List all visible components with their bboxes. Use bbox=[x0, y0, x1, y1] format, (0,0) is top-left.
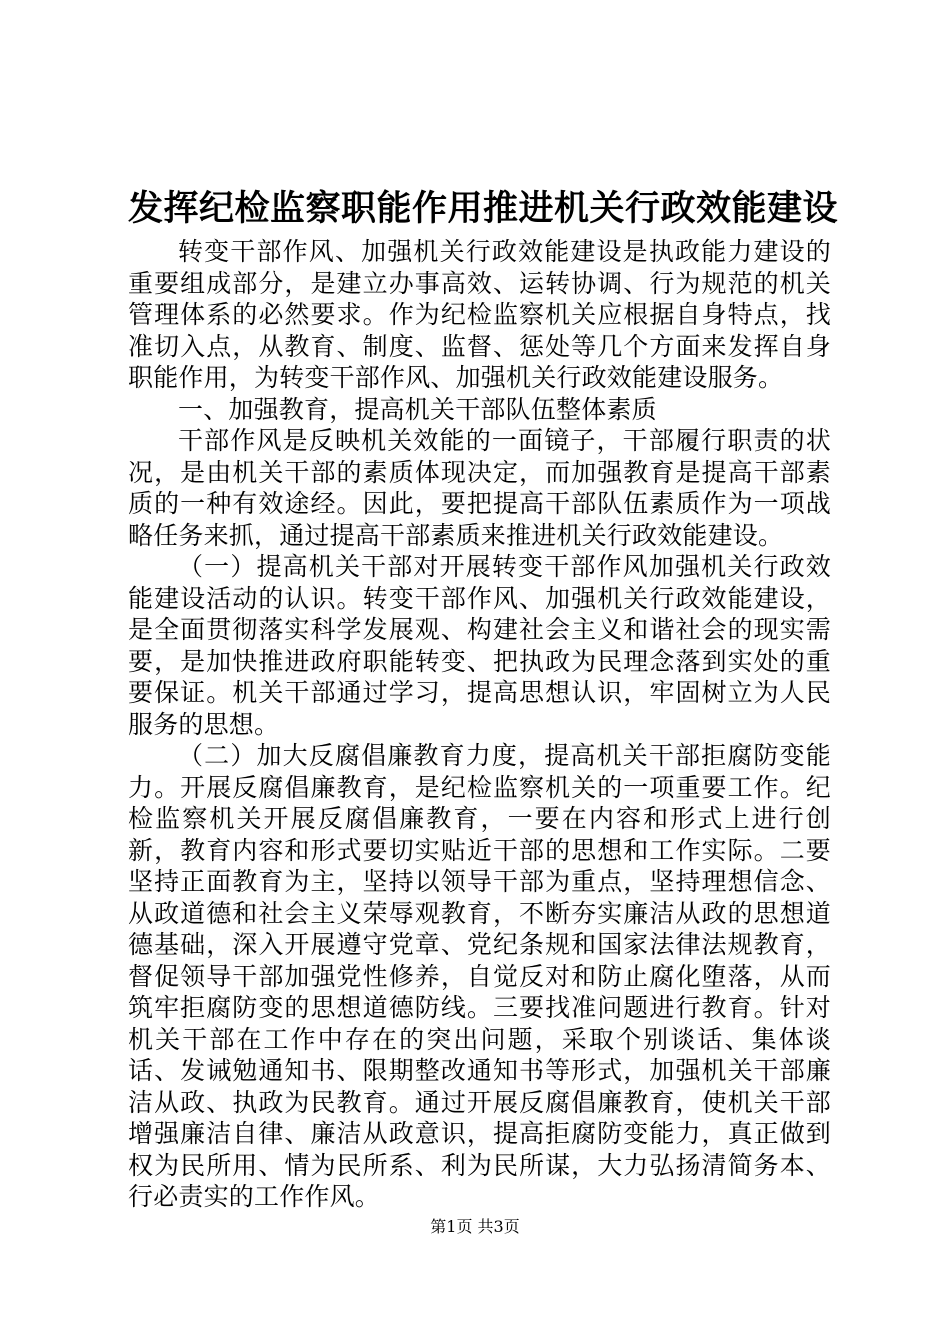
paragraph-subsection-1: （一）提高机关干部对开展转变干部作风加强机关行政效能建设活动的认识。转变干部作风、加强机关行政效能建设，是全面贯彻落实科学发展观、构建社会主义和谐社会的现实需要，是加快推进政府职能转变、把执政为民理念落到实处的重要保证。机关干部通过学习，提高思想认识，牢固树立为人民服务的思想。 bbox=[128, 552, 831, 739]
paragraph-intro: 转变干部作风、加强机关行政效能建设是执政能力建设的重要组成部分，是建立办事高效、运转协调、行为规范的机关管理体系的必然要求。作为纪检监察机关应根据自身特点，找准切入点，从教育、制度、监督、惩处等几个方面来发挥自身职能作用，为转变干部作风、加强机关行政效能建设服务。 bbox=[128, 237, 831, 392]
paragraph-section-1: 干部作风是反映机关效能的一面镜子，干部履行职责的状况，是由机关干部的素质体现决定，而加强教育是提高干部素质的一种有效途经。因此，要把提高干部队伍素质作为一项战略任务来抓，通过提高干部素质来推进机关行政效能建设。 bbox=[128, 426, 831, 550]
section-heading-1: 一、加强教育，提高机关干部队伍整体素质 bbox=[178, 394, 657, 424]
page-number-footer: 第1页 共3页 bbox=[430, 1217, 520, 1236]
paragraph-subsection-2: （二）加大反腐倡廉教育力度，提高机关干部拒腐防变能力。开展反腐倡廉教育，是纪检监察机关的一项重要工作。纪检监察机关开展反腐倡廉教育，一要在内容和形式上进行创新，教育内容和形式要切实贴近干部的思想和工作实际。二要坚持正面教育为主，坚持以领导干部为重点，坚持理想信念、从政道德和社会主义荣辱观教育，不断夯实廉洁从政的思想道德基础，深入开展遵守党章、党纪条规和国家法律法规教育，督促领导干部加强党性修养，自觉反对和防止腐化堕落，从而筑牢拒腐防变的思想道德防线。三要找准问题进行教育。针对机关干部在工作中存在的突出问题，采取个别谈话、集体谈话、发诫勉通知书、限期整改通知书等形式，加强机关干部廉洁从政、执政为民教育。通过开展反腐倡廉教育，使机关干部增强廉洁自律、廉洁从政意识，提高拒腐防变能力，真正做到权为民所用、情为民所系、利为民所谋，大力弘扬清简务本、行必责实的工作作风。 bbox=[128, 741, 831, 1211]
document-body bbox=[128, 236, 831, 1213]
document-title: 发挥纪检监察职能作用推进机关行政效能建设 bbox=[128, 188, 839, 229]
